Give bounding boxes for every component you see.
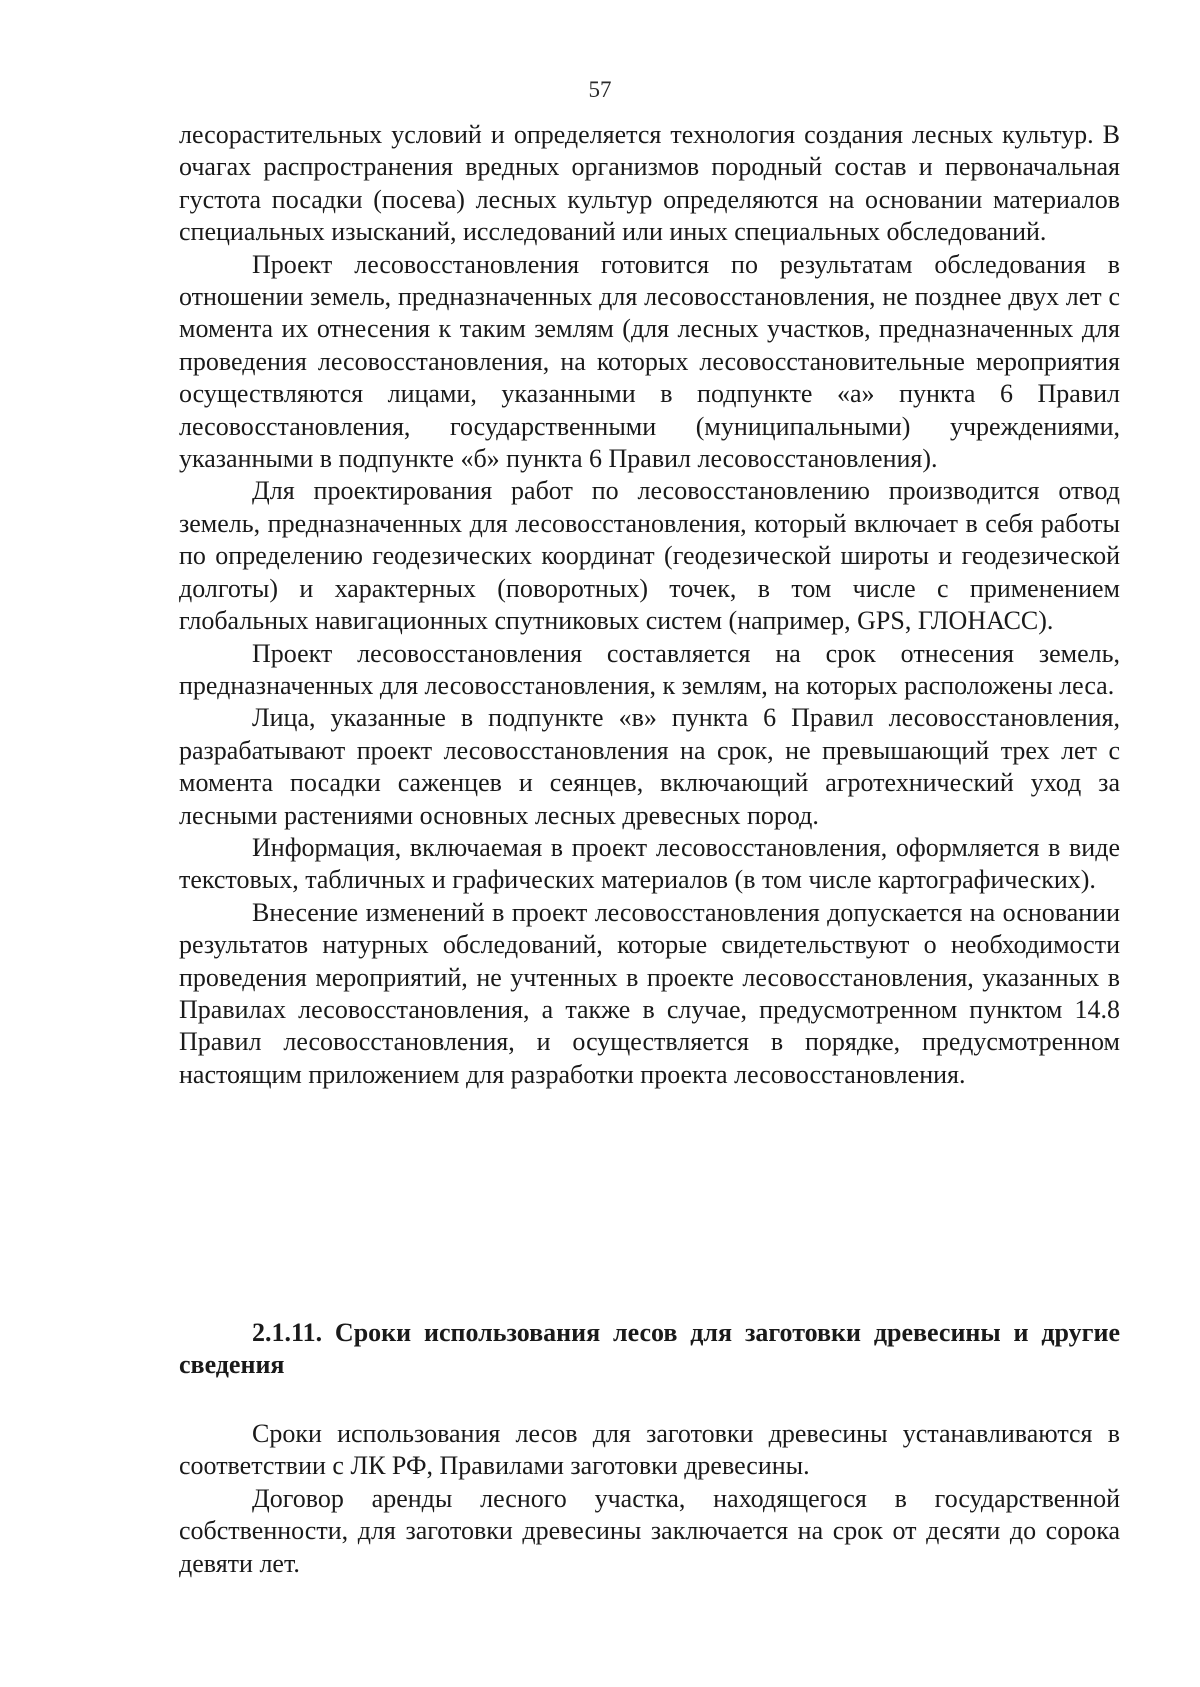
body-text — [179, 119, 1120, 1091]
page-number: 57 — [588, 77, 612, 102]
paragraph-project-information: Информация, включаемая в проект лесовосстановления, оформляется в виде текстовых, табличных и графических материалов (в том числе картографических). — [179, 832, 1120, 895]
paragraph-project-changes: Внесение изменений в проект лесовосстановления допускается на основании результатов натурных обследований, которые свидетельствуют о необходимости проведения мероприятий, не учтенных в проекте лесовосстановления, указанных в Правилах лесовосстановления, а также в случае, предусмотренном пунктом 14.8 Правил лесовосстановления, и осуществляется в порядке, предусмотренном настоящим приложением для разработки проекта лесовосстановления. — [179, 897, 1120, 1089]
section-body — [179, 1418, 1120, 1580]
paragraph-land-allotment: Для проектирования работ по лесовосстановлению производится отвод земель, предназначенных для лесовосстановления, который включает в себя работы по определению геодезических координат (геодезической широты и геодезической долготы) и характерных (поворотных) точек, в том числе с применением глобальных навигационных спутниковых систем (например, GPS, ГЛОНАСС). — [179, 476, 1120, 636]
paragraph-persons-subpoint-v: Лица, указанные в подпункте «в» пункта 6 Правил лесовосстановления, разрабатывают проект лесовосстановления на срок, не превышающий трех лет с момента посадки саженцев и сеянцев, включающий агротехнический уход за лесными растениями основных лесных древесных пород. — [179, 703, 1120, 830]
paragraph-project-preparation: Проект лесовосстановления готовится по результатам обследования в отношении земель, предназначенных для лесовосстановления, не позднее двух лет с момента их отнесения к таким землям (для лесных участков, предназначенных для проведения лесовосстановления, на которых лесовосстановительные мероприятия осуществляются лицами, указанными в подпункте «а» пункта 6 Правил лесовосстановления, государственными (муниципальными) учреждениями, указанными в подпункте «б» пункта 6 Правил лесовосстановления). — [179, 249, 1120, 474]
paragraph-continuation: лесорастительных условий и определяется технология создания лесных культур. В очагах распространения вредных организмов породный состав и первоначальная густота посадки (посева) лесных культур определяются на основании материалов специальных изысканий, исследований или иных специальных обследований. — [179, 120, 1120, 247]
paragraph-project-term: Проект лесовосстановления составляется на срок отнесения земель, предназначенных для лесовосстановления, к землям, на которых расположены леса. — [179, 638, 1120, 700]
section-heading: 2.1.11. Сроки использования лесов для заготовки древесины и другие сведения — [179, 1318, 1120, 1380]
paragraph-harvest-terms: Сроки использования лесов для заготовки древесины устанавливаются в соответствии с ЛК РФ, Правилами заготовки древесины. — [179, 1419, 1120, 1481]
paragraph-lease-agreement: Договор аренды лесного участка, находящегося в государственной собственности, для заготовки древесины заключается на срок от десяти до сорока девяти лет. — [179, 1483, 1120, 1578]
